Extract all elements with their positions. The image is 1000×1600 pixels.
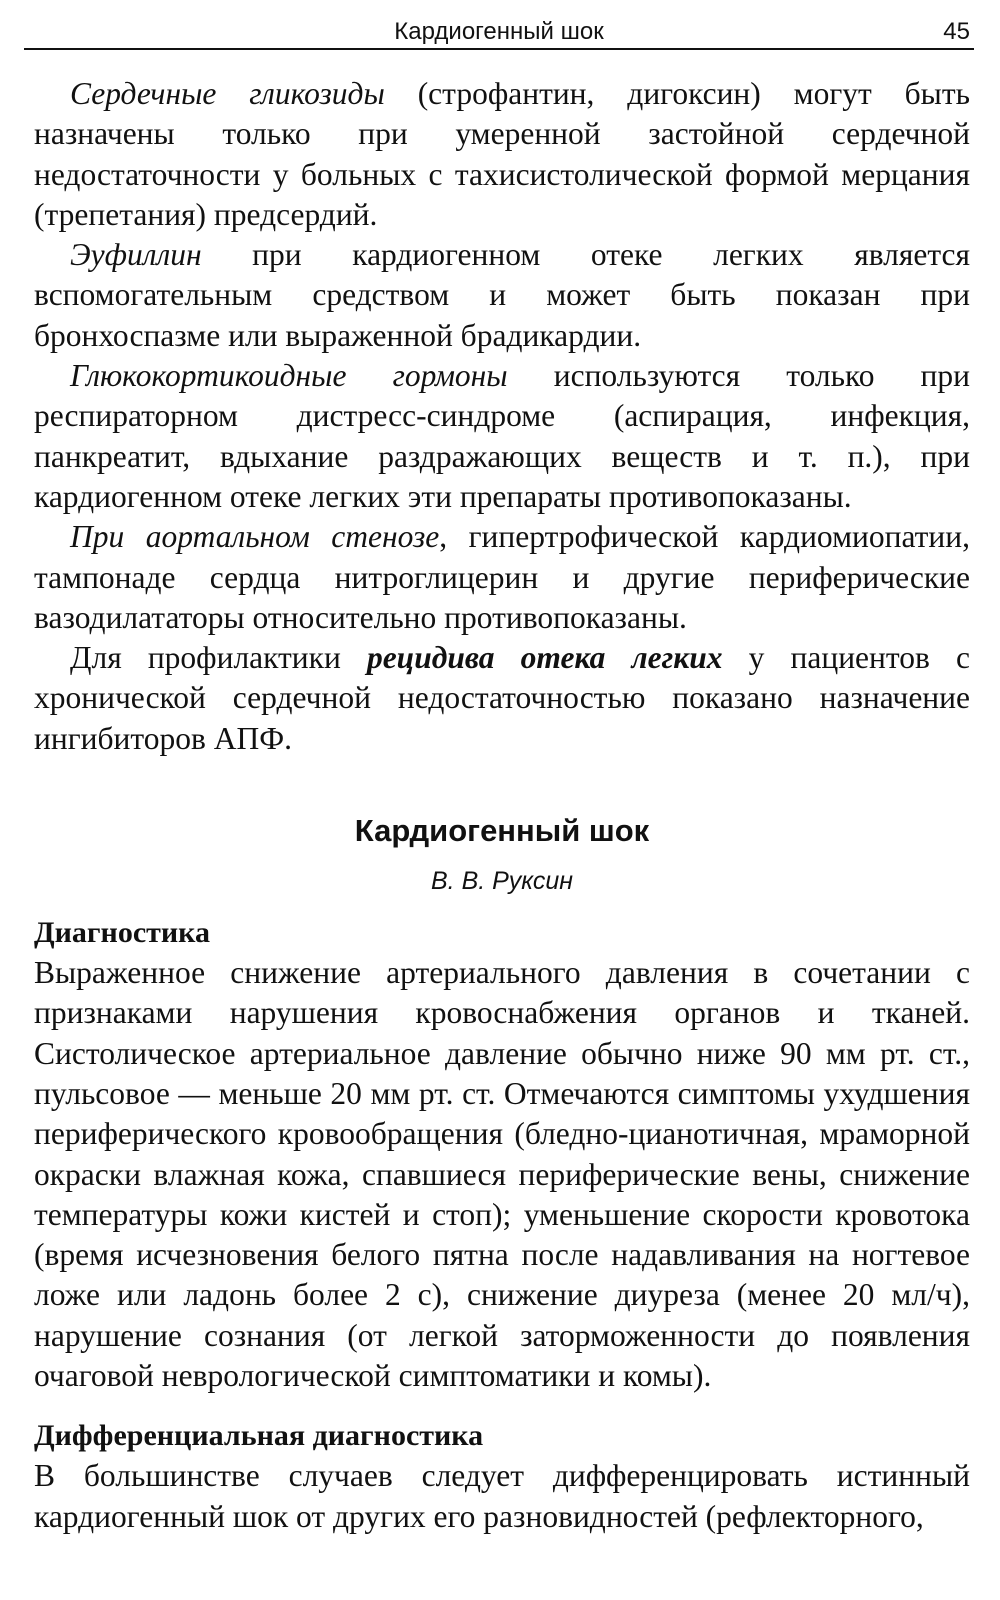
- diagnostics-heading: Диагностика: [34, 916, 211, 950]
- term-euphyllin: Эуфиллин: [70, 237, 202, 273]
- term-glucocorticoids: Глюкокортикоидные гормоны: [70, 358, 508, 394]
- paragraph-text: , гипертрофической кардиомиопатии, тампонаде сердца нитроглицерин и другие периферические вазодилататоры относительно противопоказаны.: [34, 519, 971, 635]
- term-aortic-stenosis: При аортальном стенозе: [70, 519, 440, 555]
- differential-paragraph: В большинстве случаев следует дифференцировать истинный кардиогенный шок от других его разновидностей (рефлекторного,: [34, 1458, 970, 1534]
- paragraph-text: (строфантин, дигоксин) могут быть назначены только при умеренной застойной сердечной недостаточности у больных с тахисистолической формой мерцания (трепетания) предсердий.: [34, 76, 970, 232]
- running-title: Кардиогенный шок: [394, 18, 604, 45]
- paragraph-text: у пациентов с хронической сердечной недостаточностью показано назначение ингибиторов АПФ.: [34, 640, 970, 756]
- differential-heading: Дифференциальная диагностика: [34, 1419, 484, 1453]
- paragraph-euphyllin: [34, 235, 970, 356]
- paragraph-prophylaxis: [34, 638, 970, 759]
- paragraph-cardiac-glycosides: [34, 74, 970, 235]
- page-body: [34, 74, 970, 1537]
- term-edema-recurrence: рецидива отека легких: [366, 640, 723, 676]
- term-cardiac-glycosides: Сердечные гликозиды: [70, 76, 385, 111]
- diagnostics-paragraph: Выраженное снижение артериального давления в сочетании с признаками нарушения кровоснабжения органов и тканей. Систолическое артериальное давление обычно ниже 90 мм рт. ст., пульсовое — меньше 20 мм рт. ст. Отмечаются симптомы ухудшения периферического кровообращения (бледно-цианотичная, мраморной окраски влажная кожа, спавшиеся периферические вены, снижение температуры кожи кистей и стоп); уменьшение скорости кровотока (время исчезновения белого пятна после надавливания на ногтевое ложе или ладонь более 2 с), снижение диуреза (менее 20 мл/ч), нарушение сознания (от легкой заторможенности до появления очаговой неврологической симптоматики и комы).: [34, 955, 970, 1394]
- paragraph-lead: Для профилактики: [70, 640, 367, 676]
- page-number: 45: [943, 18, 970, 45]
- paragraph-text: используются только при респираторном дистресс-синдроме (аспирация, инфекция, панкреатит, вдыхание раздражающих веществ и т. п.), при кардиогенном отеке легких эти препараты противопоказаны.: [34, 358, 970, 514]
- paragraph-glucocorticoids: [34, 356, 970, 517]
- section-author: В. В. Руксин: [431, 867, 573, 896]
- paragraph-text: при кардиогенном отеке легких является вспомогательным средством и может быть показан при бронхоспазме или выраженной брадикардии.: [34, 237, 970, 353]
- paragraph-aortic-stenosis: [34, 517, 970, 638]
- section-title: Кардиогенный шок: [354, 813, 650, 849]
- running-header: [24, 14, 974, 50]
